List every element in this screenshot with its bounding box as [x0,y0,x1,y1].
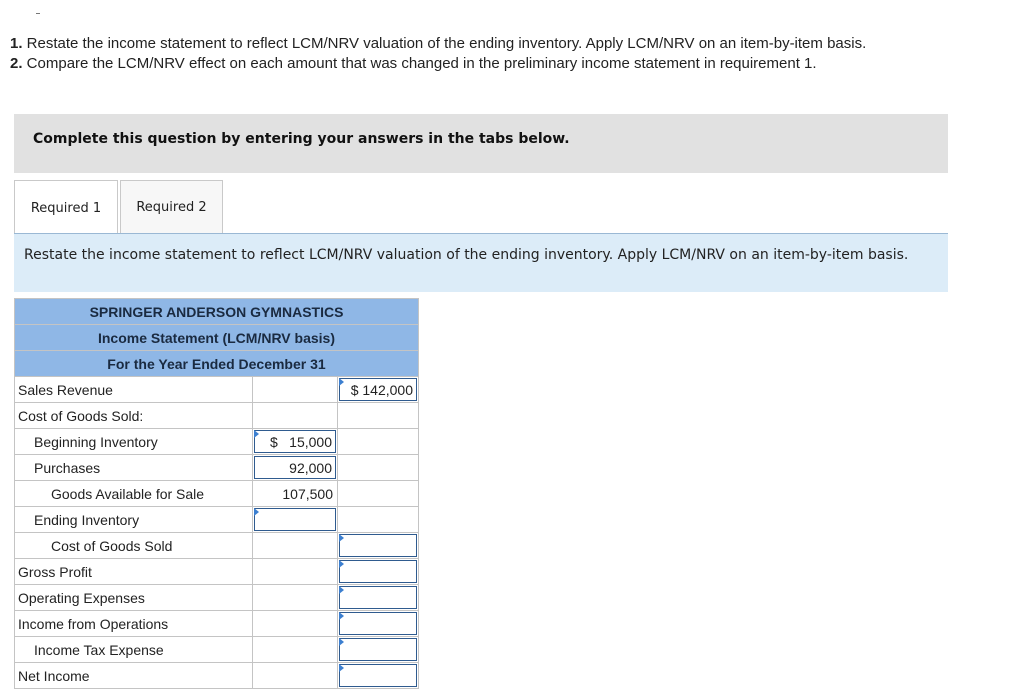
empty-cell [338,507,419,533]
empty-cell [338,455,419,481]
row-operating-expenses [15,585,419,611]
income-tax-expense-cell [338,637,419,663]
row-label: Income Tax Expense [15,637,253,663]
empty-cell [253,637,338,663]
row-purchases [15,455,419,481]
company-name: SPRINGER ANDERSON GYMNASTICS [15,299,419,325]
statement-period: For the Year Ended December 31 [15,351,419,377]
beginning-inventory-input[interactable] [254,430,336,453]
empty-cell [253,533,338,559]
beginning-inventory-cell [253,429,338,455]
statement-title: Income Statement (LCM/NRV basis) [15,325,419,351]
input-flag-icon [254,430,259,438]
row-gross-profit [15,559,419,585]
currency-symbol: $ [270,434,278,450]
row-label: Gross Profit [15,559,253,585]
empty-cell [338,403,419,429]
banner-text: Complete this question by entering your answers in the tabs below. [33,131,570,147]
top-dash [36,13,40,14]
net-income-input[interactable] [339,664,417,687]
row-net-income [15,663,419,689]
row-label: Beginning Inventory [15,429,253,455]
operating-expenses-cell [338,585,419,611]
input-flag-icon [339,586,344,594]
empty-cell [253,377,338,403]
row-ending-inventory [15,507,419,533]
empty-cell [253,559,338,585]
gross-profit-input[interactable] [339,560,417,583]
gross-profit-cell [338,559,419,585]
row-goods-available [15,481,419,507]
cogs-cell [338,533,419,559]
header-row [15,351,419,377]
row-label: Ending Inventory [15,507,253,533]
row-label: Income from Operations [15,611,253,637]
income-from-operations-cell [338,611,419,637]
empty-cell [253,403,338,429]
header-row [15,325,419,351]
row-income-from-operations [15,611,419,637]
input-flag-icon [339,560,344,568]
sales-revenue-input[interactable]: $ 142,000 [339,378,417,401]
row-label: Purchases [15,455,253,481]
net-income-cell [338,663,419,689]
purchases-input[interactable]: 92,000 [254,456,336,479]
empty-cell [338,481,419,507]
prompt-text: Restate the income statement to reflect LCM/NRV valuation of the ending inventory. Apply LCM/NRV on an item-by-item basis. [24,247,909,263]
row-label: Net Income [15,663,253,689]
row-label: Sales Revenue [15,377,253,403]
empty-cell [338,429,419,455]
input-flag-icon [339,612,344,620]
ending-inventory-cell [253,507,338,533]
row-label: Cost of Goods Sold: [15,403,253,429]
empty-cell [253,585,338,611]
purchases-cell [253,455,338,481]
tab-prompt [14,233,948,292]
empty-cell [253,611,338,637]
row-cogs-header [15,403,419,429]
ending-inventory-input[interactable] [254,508,336,531]
header-row [15,299,419,325]
input-flag-icon [339,378,344,386]
cost-of-goods-sold-input[interactable] [339,534,417,557]
instruction-2: 2. Compare the LCM/NRV effect on each amount that was changed in the preliminary income statement in requirement 1. [10,55,817,72]
row-label: Goods Available for Sale [15,481,253,507]
row-label: Cost of Goods Sold [15,533,253,559]
goods-available-value: 107,500 [253,481,338,507]
row-income-tax-expense [15,637,419,663]
instruction-1: 1. Restate the income statement to reflect LCM/NRV valuation of the ending inventory. Apply LCM/NRV on an item-by-item basis. [10,35,867,52]
beginning-inventory-value: 15,000 [289,434,332,450]
sales-revenue-cell [338,377,419,403]
operating-expenses-input[interactable] [339,586,417,609]
input-flag-icon [254,508,259,516]
row-cost-of-goods-sold [15,533,419,559]
tab-required-2[interactable]: Required 2 [120,180,223,234]
empty-cell [253,663,338,689]
input-flag-icon [339,534,344,542]
row-sales-revenue [15,377,419,403]
input-flag-icon [339,664,344,672]
income-from-operations-input[interactable] [339,612,417,635]
instructions [10,34,1010,74]
income-statement-table [14,298,419,689]
row-label: Operating Expenses [15,585,253,611]
input-flag-icon [339,638,344,646]
income-tax-expense-input[interactable] [339,638,417,661]
row-beginning-inventory [15,429,419,455]
tab-required-1[interactable]: Required 1 [14,180,118,235]
instruction-banner [14,114,948,173]
